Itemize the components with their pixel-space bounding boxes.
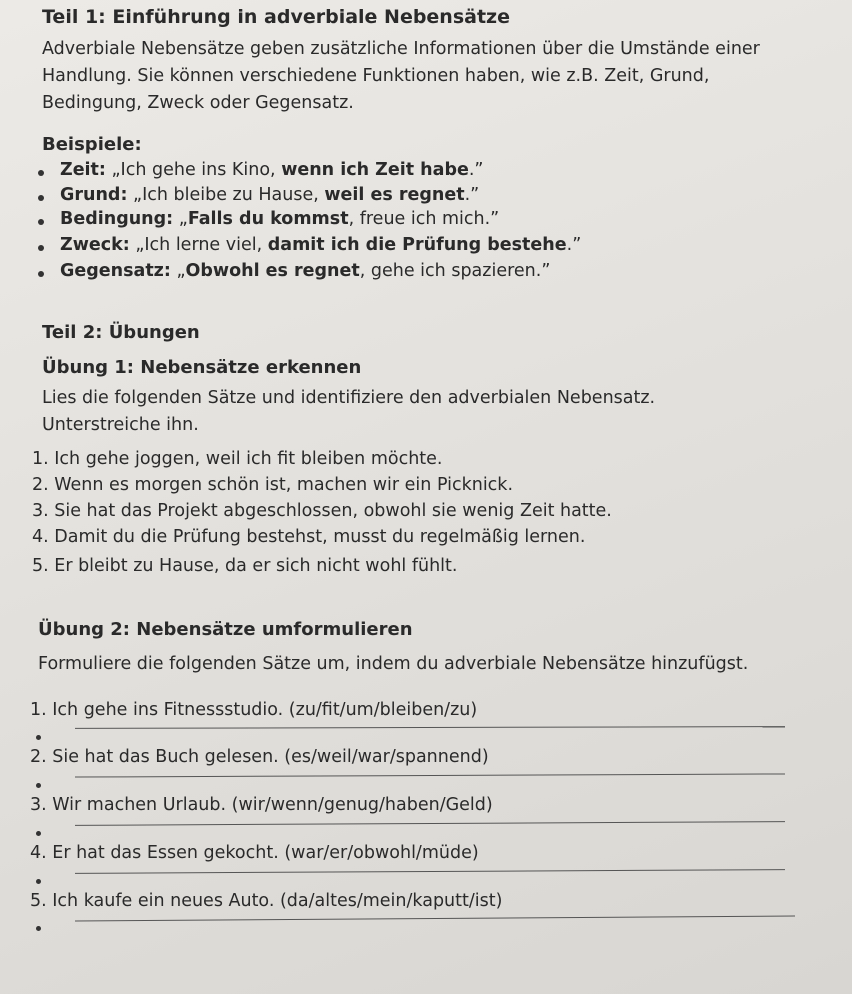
uebung1-item-4: 4. Damit du die Prüfung bestehst, musst du regelmäßig lernen. [32, 527, 586, 547]
bullet [38, 271, 44, 277]
bullet [36, 735, 41, 740]
uebung1-instruction-2: Unterstreiche ihn. [42, 415, 199, 435]
bullet [36, 831, 41, 836]
bullet [36, 783, 41, 788]
uebung2-instruction: Formuliere die folgenden Sätze um, indem du adverbiale Nebensätze hinzufügst. [38, 654, 749, 674]
example-label: Grund: [60, 185, 128, 205]
example-text: „ [173, 209, 188, 229]
answer-line [75, 915, 795, 921]
example-text: , gehe ich spazieren.” [359, 261, 551, 281]
example-clause: Falls du kommst [187, 209, 349, 229]
bullet [38, 219, 44, 225]
example-gegensatz [60, 261, 550, 281]
uebung2-item-4: 4. Er hat das Essen gekocht. (war/er/obwohl/müde) [30, 843, 479, 863]
uebung1-item-5: 5. Er bleibt zu Hause, da er sich nicht wohl fühlt. [32, 556, 458, 576]
bullet [38, 195, 44, 201]
example-label: Gegensatz: [60, 261, 171, 281]
example-text: .” [566, 235, 582, 255]
bullet [38, 245, 44, 251]
answer-line [75, 726, 785, 729]
uebung2-item-3: 3. Wir machen Urlaub. (wir/wenn/genug/haben/Geld) [30, 795, 493, 815]
teil1-title: Teil 1: Einführung in adverbiale Nebensätze [42, 6, 510, 28]
example-grund [60, 185, 479, 205]
uebung2-item-1: 1. Ich gehe ins Fitnessstudio. (zu/fit/um/bleiben/zu) [30, 700, 478, 720]
example-bedingung [60, 209, 499, 229]
uebung1-instruction-1: Lies die folgenden Sätze und identifiziere den adverbialen Nebensatz. [42, 388, 656, 408]
uebung2-item-2: 2. Sie hat das Buch gelesen. (es/weil/war/spannend) [30, 747, 489, 767]
bullet [36, 926, 41, 931]
uebung1-item-2: 2. Wenn es morgen schön ist, machen wir ein Picknick. [32, 475, 514, 495]
example-text: .” [464, 185, 480, 205]
answer-line [75, 869, 785, 874]
example-text: , freue ich mich.” [348, 209, 500, 229]
uebung2-title: Übung 2: Nebensätze umformulieren [38, 619, 413, 640]
bullet [38, 170, 44, 176]
example-text: „Ich gehe ins Kino, [105, 160, 282, 180]
uebung1-item-3: 3. Sie hat das Projekt abgeschlossen, obwohl sie wenig Zeit hatte. [32, 501, 612, 521]
example-label: Zeit: [60, 160, 106, 180]
example-clause: weil es regnet [324, 185, 465, 205]
example-label: Bedingung: [60, 209, 174, 229]
example-clause: damit ich die Prüfung bestehe [267, 235, 567, 255]
teil2-title: Teil 2: Übungen [42, 322, 200, 343]
intro-line-2: Handlung. Sie können verschiedene Funktionen haben, wie z.B. Zeit, Grund, [42, 66, 710, 86]
intro-line-3: Bedingung, Zweck oder Gegensatz. [42, 93, 354, 113]
example-label: Zweck: [60, 235, 130, 255]
uebung2-item-5: 5. Ich kaufe ein neues Auto. (da/altes/mein/kaputt/ist) [30, 891, 503, 911]
example-text: „Ich lerne viel, [129, 235, 268, 255]
examples-heading: Beispiele: [42, 134, 142, 155]
intro-line-1: Adverbiale Nebensätze geben zusätzliche Informationen über die Umstände einer [42, 39, 760, 59]
answer-line [75, 821, 785, 826]
example-text: .” [468, 160, 484, 180]
bullet [36, 879, 41, 884]
example-zweck [60, 235, 581, 255]
example-zeit [60, 160, 483, 180]
answer-line [75, 773, 785, 777]
uebung1-title: Übung 1: Nebensätze erkennen [42, 357, 362, 378]
example-text: „ [170, 261, 186, 281]
example-text: „Ich bleibe zu Hause, [127, 185, 325, 205]
example-clause: wenn ich Zeit habe [281, 160, 469, 180]
uebung1-item-1: 1. Ich gehe joggen, weil ich fit bleiben möchte. [32, 449, 443, 469]
example-clause: Obwohl es regnet [185, 261, 360, 281]
